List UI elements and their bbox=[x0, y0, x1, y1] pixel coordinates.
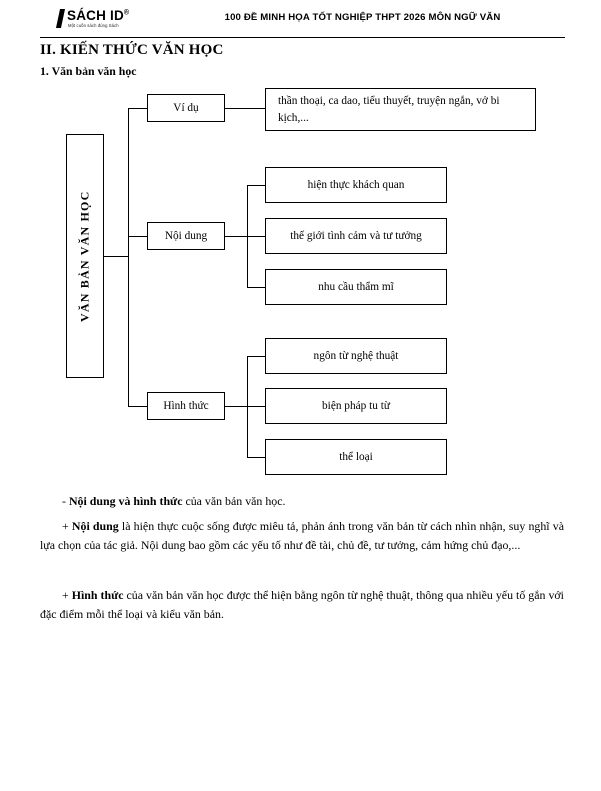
logo-text bbox=[67, 8, 129, 23]
branch-2-child-1: hiện thực khách quan bbox=[265, 167, 447, 203]
paragraph-1-bold: Nội dung và hình thức bbox=[68, 494, 183, 508]
concept-diagram bbox=[0, 80, 601, 480]
branch-2-connector-line bbox=[128, 236, 147, 237]
paragraph-2-bullet: + bbox=[62, 519, 72, 533]
branch-3-child-1: ngôn từ nghệ thuật bbox=[265, 338, 447, 374]
branch-1-label: Ví dụ bbox=[147, 94, 225, 122]
header-title: 100 ĐỀ MINH HỌA TỐT NGHIỆP THPT 2026 MÔN NGỮ VĂN bbox=[224, 12, 501, 23]
paragraph-1-text: của văn bản văn học. bbox=[182, 494, 286, 508]
sach-id-logo bbox=[58, 8, 150, 34]
branch-2-child-2-line bbox=[247, 236, 265, 237]
branch-2-child-3: nhu cầu thẩm mĩ bbox=[265, 269, 447, 305]
branch-2-child-1-line bbox=[247, 185, 265, 186]
branch-3-child-2-line bbox=[247, 406, 265, 407]
logo-registered-icon: ® bbox=[123, 9, 130, 17]
branch-3-connector-line bbox=[128, 406, 147, 407]
paragraph-1-bullet: - bbox=[62, 494, 69, 508]
branch-3-child-2: biện pháp tu từ bbox=[265, 388, 447, 424]
subsection-title: 1. Văn bản văn học bbox=[40, 64, 137, 78]
branch-3-child-3-line bbox=[247, 457, 265, 458]
branch-3-child-1-line bbox=[247, 356, 265, 357]
root-stub-line bbox=[104, 256, 128, 257]
paragraph-2-bold: Nội dung bbox=[71, 519, 119, 533]
branch-1-connector-line bbox=[128, 108, 147, 109]
branch-2-label: Nội dung bbox=[147, 222, 225, 250]
page-title: II. KIẾN THỨC VĂN HỌC bbox=[40, 42, 224, 58]
header-divider bbox=[40, 37, 565, 38]
logo-tagline: Một cuốn sách đúng Sách bbox=[68, 23, 119, 28]
paragraph-1 bbox=[40, 492, 564, 511]
branch-2-child-2: thế giới tình cảm và tư tưởng bbox=[265, 218, 447, 254]
page-header bbox=[40, 6, 565, 38]
paragraph-2-text: là hiện thực cuộc sống được miêu tả, phản ánh trong văn bản từ cách nhìn nhận, suy nghĩ và lựa chọn của tác giả. Nội dung bao gồm các yếu tố như đề tài, chủ đề, tư tưởng, cảm hứng chủ đạo,... bbox=[40, 519, 565, 553]
paragraph-3-bullet: + bbox=[62, 588, 72, 602]
branch-1-child-1: thần thoại, ca dao, tiểu thuyết, truyện ngắn, vở bi kịch,... bbox=[265, 88, 536, 131]
branch-3-out-line bbox=[225, 406, 247, 407]
diagram-root-node: VĂN BẢN VĂN HỌC bbox=[66, 134, 104, 378]
branch-3-child-3: thể loại bbox=[265, 439, 447, 475]
paragraph-3-text: của văn bản văn học được thể hiện bằng ngôn từ nghệ thuật, thông qua nhiều yếu tố gắn với đặc điểm mỗi thể loại và kiểu văn bản. bbox=[40, 588, 564, 622]
branch-2-child-3-line bbox=[247, 287, 265, 288]
branch-2-out-line bbox=[225, 236, 247, 237]
root-spine-line bbox=[128, 108, 129, 406]
paragraph-3 bbox=[40, 586, 564, 625]
branch-3-spine-line bbox=[247, 356, 248, 458]
logo-bar-icon bbox=[56, 9, 65, 28]
paragraph-2 bbox=[40, 517, 564, 556]
paragraph-3-bold: Hình thức bbox=[71, 588, 124, 602]
logo-name: SÁCH ID bbox=[67, 8, 124, 23]
branch-3-label: Hình thức bbox=[147, 392, 225, 420]
branch-1-out-line bbox=[225, 108, 265, 109]
